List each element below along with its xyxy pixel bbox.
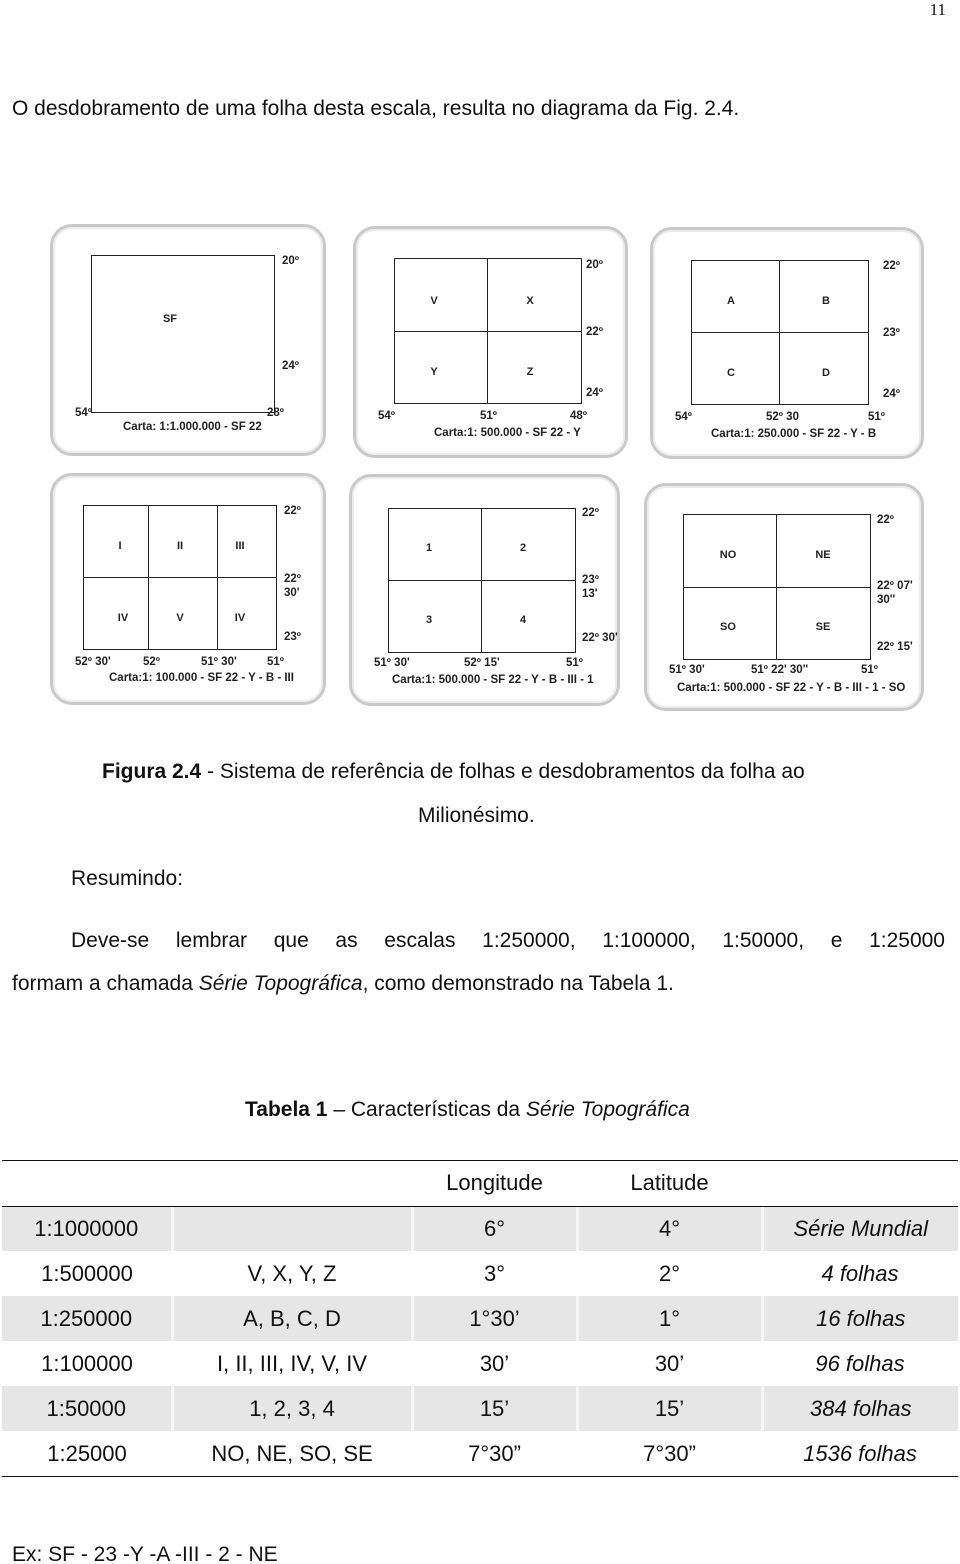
lon-label: 51º [868,411,885,423]
lon-label: 48º [570,410,587,422]
header-cell [762,1160,958,1206]
figure-caption-line2: Milionésimo. [418,804,535,827]
paragraph-text: formam a chamada [12,972,199,995]
table-cell [172,1206,412,1251]
cell-label: Z [526,366,534,378]
lat-label: 23º [284,631,301,643]
lat-label: 22º [877,514,894,526]
table-cell: 1:1000000 [2,1206,172,1251]
cell-label: V [430,295,438,307]
table-row [2,1251,958,1296]
table-cell: V, X, Y, Z [247,1260,337,1286]
figure-caption [102,760,805,784]
lat-label: 22º 15' [877,641,913,653]
cell-label: D [822,367,830,379]
table-title-label: Tabela 1 [245,1098,328,1121]
table-cell: A, B, C, D [172,1296,412,1341]
lat-label: 22º [883,260,900,272]
table-top-rule [2,1160,958,1161]
table-bottom-rule [2,1476,958,1477]
resumindo-heading: Resumindo: [71,867,184,890]
cell-label: 4 [519,614,527,626]
lon-label: 51º 22' 30'' [751,664,809,676]
diagram-numeric [349,474,620,706]
paragraph-line1: Deve-se lembrar que as escalas 1:250000, 1:100000, 1:50000, e 1:25000 [71,929,945,952]
lon-label: 51º 30' [201,656,237,668]
lon-label: 52º 30 [766,411,799,423]
diagram-sf [50,224,326,456]
paragraph-text: , como demonstrado na Tabela 1. [362,972,674,995]
cell-label: SF [162,313,178,325]
diagram-cardinal [644,483,924,711]
table-cell: 1:500000 [41,1260,133,1286]
table-cell: 6° [412,1206,577,1251]
lat-label: 24º [883,388,900,400]
lat-label: 20º [282,255,299,267]
table-title-text: Características da [350,1098,526,1121]
table-title-italic: Série Topográfica [525,1098,690,1121]
cell-label: Y [430,366,438,378]
table-cell: 1°30’ [412,1296,577,1341]
lon-label: 52º [143,656,160,668]
lon-label: 51º [861,664,878,676]
table-row [2,1386,958,1431]
cell-label: NO [719,549,737,561]
table-cell: 1:100000 [41,1350,133,1376]
grid-line [83,577,277,578]
carta-label: Carta:1: 500.000 - SF 22 - Y - B - III - 1 [392,674,594,686]
cell-label: IV [234,612,246,624]
grid-line [388,580,576,581]
lon-label: 52º 30' [75,656,111,668]
cell-label: A [727,295,735,307]
table-cell: 1, 2, 3, 4 [172,1386,412,1431]
cell-label: V [176,612,184,624]
cell-label: I [118,540,122,552]
header-cell [2,1160,172,1206]
lat-label: 24º [282,360,299,372]
carta-label: Carta:1: 500.000 - SF 22 - Y - B - III - 1 - SO [677,682,906,694]
table-header-rule [2,1206,958,1207]
lat-label: 30' [284,587,300,599]
table-title [245,1097,690,1122]
grid-line [691,332,869,333]
table-cell: 3° [483,1260,506,1286]
lat-label: 13' [582,588,598,600]
table-cell: 4° [577,1206,762,1251]
lon-label: 51º [480,410,497,422]
table-cell: 15’ [412,1386,577,1431]
table-row [2,1296,958,1341]
table-row [2,1341,958,1386]
cell-label: 2 [519,542,527,554]
paragraph-line2 [12,971,674,996]
table-cell: 16 folhas [762,1296,958,1341]
header-cell [172,1160,412,1206]
carta-label: Carta: 1:1.000.000 - SF 22 [123,421,262,433]
cell-label: B [822,295,830,307]
lon-label: 54º [675,411,692,423]
lat-label: 23º [582,574,599,586]
lon-label: 51º 30' [374,657,410,669]
table-cell: Série Mundial [762,1206,958,1251]
lat-label: 30'' [877,594,896,606]
table-cell: 1° [577,1296,762,1341]
sheet-frame [91,255,275,413]
lon-label: 51º 30' [669,664,705,676]
figure-caption-text: - Sistema de referência de folhas e desdobramentos da folha ao [201,760,805,783]
paragraph-italic: Série Topográfica [198,972,363,995]
lon-label: 28º [267,407,284,419]
carta-label: Carta:1: 250.000 - SF 22 - Y - B [711,428,877,440]
topographic-series-table [2,1160,958,1476]
table-cell: 2° [658,1260,681,1286]
page-number: 11 [929,0,946,19]
diagram-abcd [650,227,924,459]
table-cell: 1:250000 [2,1296,172,1341]
header-cell: Latitude [630,1170,709,1195]
lat-label: 22º [284,573,301,585]
lat-label: 23º [883,327,900,339]
intro-paragraph: O desdobramento de uma folha desta escala, resulta no diagrama da Fig. 2.4. [12,97,740,120]
table-cell: 1:25000 [47,1440,127,1466]
grid-line [394,331,582,332]
lon-label: 52º 15' [464,657,500,669]
table-cell: 7°30” [468,1440,521,1466]
table-cell: 4 folhas [821,1260,899,1286]
diagram-vxyz [353,226,628,458]
table-row [2,1206,958,1251]
carta-label: Carta:1: 100.000 - SF 22 - Y - B - III [109,672,294,684]
cell-label: III [235,540,245,552]
header-cell: Longitude [446,1170,543,1195]
table-cell: 1536 folhas [803,1440,917,1466]
table-cell: NO, NE, SO, SE [211,1440,373,1466]
cell-label: II [176,540,184,552]
cell-label: 1 [425,542,433,554]
lat-label: 20º [586,259,603,271]
table-cell: 1:50000 [2,1386,172,1431]
table-row [2,1431,958,1476]
lon-label: 51º [267,656,284,668]
cell-label: C [727,367,735,379]
table-cell: 384 folhas [762,1386,958,1431]
table-cell: 30’ [479,1350,510,1376]
lon-label: 51º [566,657,583,669]
cell-label: 3 [425,614,433,626]
lon-label: 54º [75,407,92,419]
carta-label: Carta:1: 500.000 - SF 22 - Y [434,427,581,439]
lat-label: 24º [586,387,603,399]
lat-label: 22º [582,507,599,519]
table-title-dash: – [327,1098,351,1121]
table-cell: 96 folhas [815,1350,905,1376]
lat-label: 22º 07' [877,580,913,592]
table-cell: 7°30” [643,1440,696,1466]
example-line: Ex: SF - 23 -Y -A -III - 2 - NE [12,1543,278,1564]
lat-label: 22º 30' [582,632,618,644]
table-cell: 15’ [577,1386,762,1431]
lon-label: 54º [378,410,395,422]
table-cell: 30’ [654,1350,685,1376]
table-header-row [2,1160,958,1206]
cell-label: NE [815,549,831,561]
figure-caption-label: Figura 2.4 [102,760,202,783]
cell-label: X [526,295,534,307]
cell-label: IV [117,612,129,624]
cell-label: SE [815,621,831,633]
diagram-roman [50,473,326,705]
cell-label: SO [720,621,736,633]
table-cell: I, II, III, IV, V, IV [216,1350,367,1376]
lat-label: 22º [586,326,603,338]
grid-line [683,587,871,588]
lat-label: 22º [284,505,301,517]
